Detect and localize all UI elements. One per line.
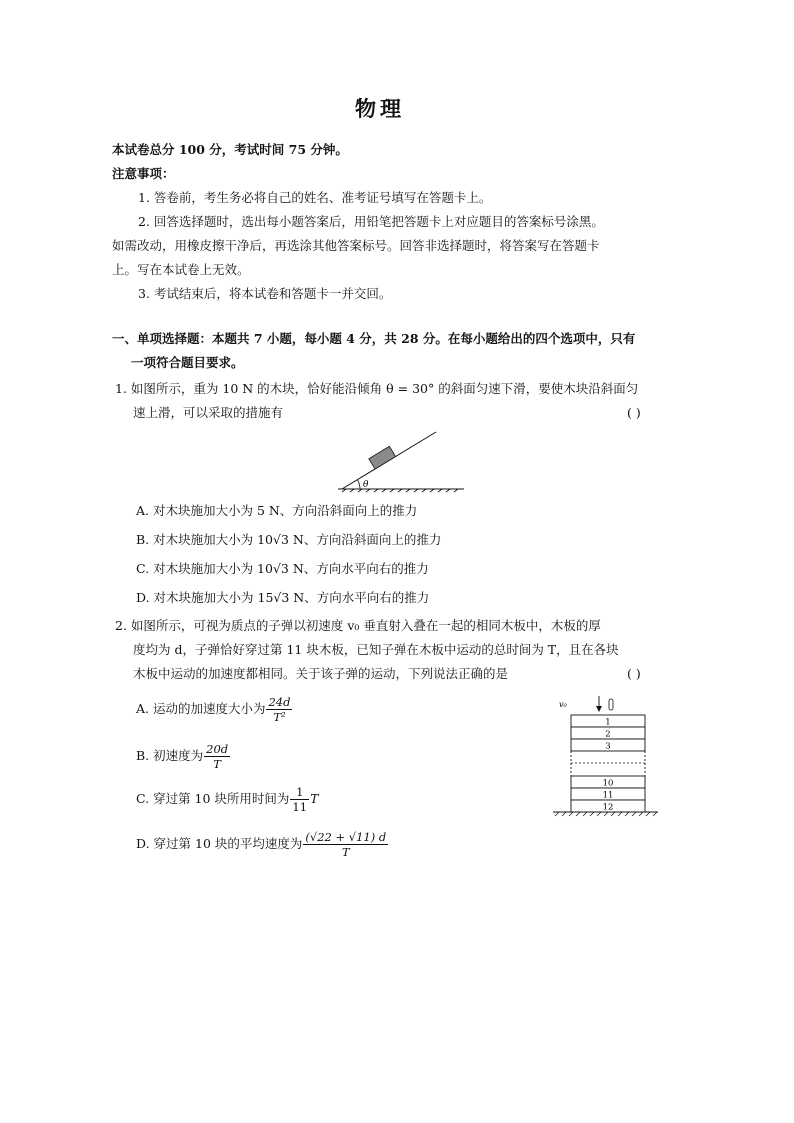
q2-option-b — [136, 742, 231, 771]
q1-option-d-text-end: N、方向水平向右的推力 — [289, 590, 430, 605]
q2-stem-cont: 度均为 d，子弹恰好穿过第 11 块木板，已知子弹在木板中运动的总时间为 T，且在各块 — [133, 642, 619, 657]
q2-option-b-fraction — [204, 742, 230, 771]
q2-option-a — [136, 695, 293, 724]
q2-board-label-12: 12 — [602, 802, 614, 813]
exam-intro: 本试卷总分 100 分，考试时间 75 分钟。 — [112, 142, 348, 157]
notice-2-cont: 如需改动，用橡皮擦干净后，再选涂其他答案标号。回答非选择题时，将答案写在答题卡 — [112, 238, 600, 253]
q1-option-b-text: B. 对木块施加大小为 10 — [136, 532, 274, 547]
q2-option-d-denominator: T — [341, 845, 350, 859]
q1-option-d — [136, 590, 429, 606]
q2-option-b-denominator: T — [213, 757, 221, 771]
q1-option-a: A. 对木块施加大小为 5 N、方向沿斜面向上的推力 — [136, 503, 418, 518]
q1-angle-label: θ — [363, 480, 369, 490]
q2-stem-end: 木板中运动的加速度都相同。关于该子弹的运动，下列说法正确的是 — [133, 666, 509, 681]
q2-v0-label: v₀ — [559, 700, 567, 709]
q2-arrow-head — [596, 706, 602, 712]
q1-option-d-root: √3 — [273, 590, 290, 605]
q2-bullet — [609, 699, 613, 710]
q1-option-c-text: C. 对木块施加大小为 10 — [136, 561, 273, 576]
q1-option-b-text-end: N、方向沿斜面向上的推力 — [288, 532, 442, 547]
q2-option-b-text: B. 初速度为 — [136, 748, 204, 763]
notice-heading: 注意事项： — [112, 166, 175, 181]
notice-1: 1. 答卷前，考生务必将自己的姓名、准考证号填写在答题卡上。 — [138, 190, 492, 205]
q2-answer-paren: ( ) — [627, 666, 641, 681]
q1-option-c-root: √3 — [272, 561, 289, 576]
page-title: 物理 — [355, 96, 405, 121]
q2-option-d-numerator: (√22 + √11) d — [305, 830, 387, 844]
q2-option-a-fraction — [266, 695, 292, 724]
q1-wood-block — [369, 446, 396, 469]
q2-option-c-fraction — [290, 785, 309, 814]
q1-stem-cont: 速上滑，可以采取的措施有 — [133, 405, 284, 420]
q2-option-a-text: A. 运动的加速度大小为 — [136, 701, 266, 716]
notice-2-end: 上。写在本试卷上无效。 — [112, 262, 250, 277]
q2-option-d-text: D. 穿过第 10 块的平均速度为 — [136, 836, 303, 851]
q1-option-c-text-end: N、方向水平向右的推力 — [288, 561, 429, 576]
q1-answer-paren: ( ) — [627, 405, 641, 420]
section-heading: 一、单项选择题：本题共 7 小题，每小题 4 分，共 28 分。在每小题给出的四个选项中，只有 — [112, 331, 636, 346]
q2-board-label-1: 1 — [605, 717, 611, 728]
q1-option-d-text: D. 对木块施加大小为 15 — [136, 590, 274, 605]
q1-stem: 1. 如图所示，重为 10 N 的木块，恰好能沿倾角 θ = 30° 的斜面匀速下滑，要使木块沿斜面匀 — [115, 381, 639, 396]
q2-option-c-text: C. 穿过第 10 块所用时间为 — [136, 791, 290, 806]
q2-stem: 2. 如图所示，可视为质点的子弹以初速度 v₀ 垂直射入叠在一起的相同木板中，木板的厚 — [115, 618, 601, 633]
q1-option-c — [136, 561, 429, 577]
q2-option-c-numerator: 1 — [290, 785, 309, 800]
q2-option-d — [136, 830, 389, 859]
q2-option-c-denominator: 11 — [292, 800, 308, 814]
q2-ground-hatch — [555, 812, 657, 816]
q2-option-b-numerator: 20d — [206, 742, 229, 756]
q2-option-d-fraction — [303, 830, 388, 859]
notice-2: 2. 回答选择题时，选出每小题答案后，用铅笔把答题卡上对应题目的答案标号涂黑。 — [138, 214, 604, 229]
q2-option-c — [136, 785, 318, 814]
notice-3: 3. 考试结束后，将本试卷和答题卡一并交回。 — [138, 286, 392, 301]
q2-board-label-2: 2 — [605, 729, 611, 740]
q2-board-label-10: 10 — [602, 778, 614, 789]
q1-angle-arc — [358, 480, 360, 489]
q2-board-label-3: 3 — [605, 741, 611, 752]
q1-incline-diagram — [330, 425, 475, 500]
q2-option-a-denominator: T² — [273, 710, 286, 724]
q2-board-label-11: 11 — [602, 790, 614, 801]
q2-board-stack-diagram — [550, 693, 662, 818]
section-heading-cont: 一项符合题目要求。 — [131, 355, 244, 370]
q1-option-b — [136, 532, 441, 548]
q2-option-c-text-end: T — [310, 791, 319, 806]
q2-option-a-numerator: 24d — [268, 695, 291, 709]
q1-option-b-root: √3 — [273, 532, 289, 547]
